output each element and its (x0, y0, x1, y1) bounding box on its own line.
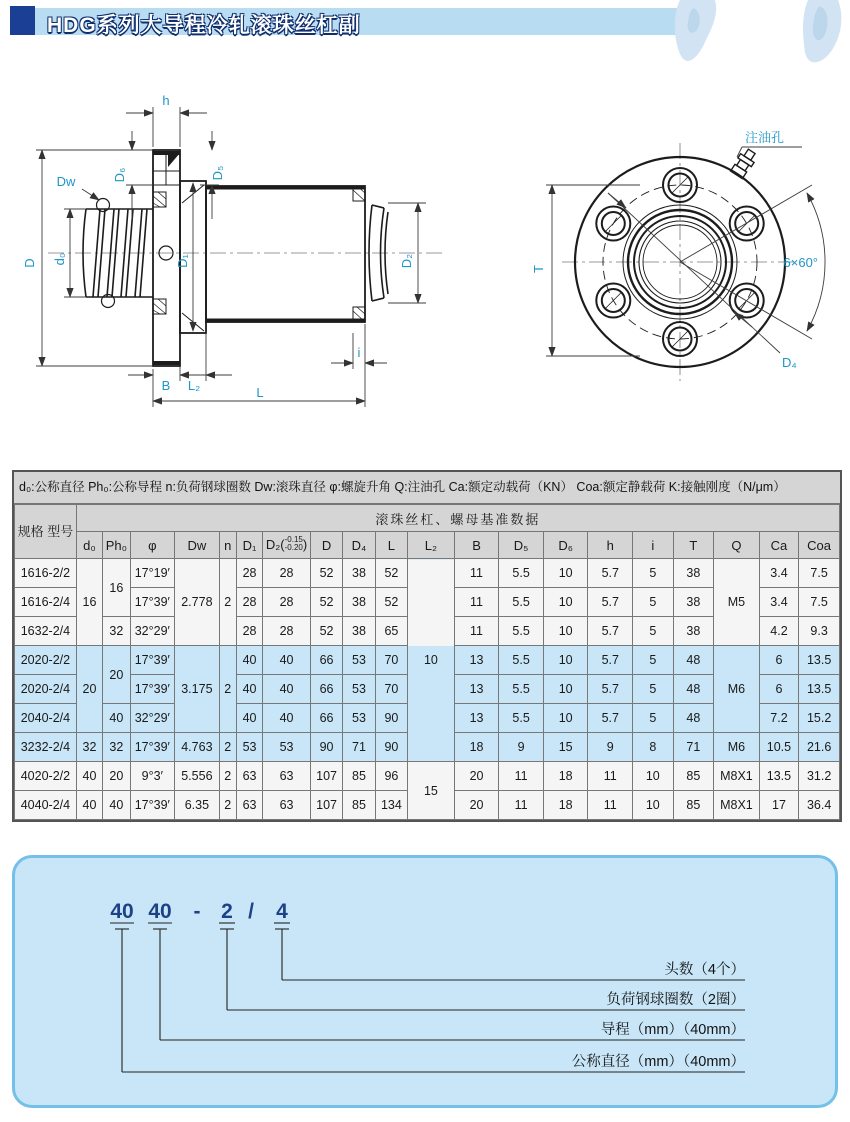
dim-label-Dw: Dw (56, 174, 76, 189)
table-cell: 11 (499, 791, 544, 820)
table-cell: 6.35 (175, 791, 220, 820)
table-cell: 3232-2/4 (15, 733, 77, 762)
code-label-heads: 头数（4个） (664, 962, 745, 978)
col-header-D2: D₂( -0.15 -0.20 ) (263, 532, 311, 559)
dim-label-B: B (161, 378, 171, 393)
grease-nipple (730, 147, 759, 179)
table-cell: 1616-2/2 (15, 559, 77, 588)
table-cell: 52 (310, 559, 342, 588)
table-cell: 3.4 (759, 559, 799, 588)
table-cell: 70 (375, 646, 407, 675)
table-cell: 17°39′ (130, 733, 175, 762)
table-row (15, 762, 840, 791)
table-cell: 70 (375, 675, 407, 704)
table-cell: 38 (673, 588, 714, 617)
angle-label: 6×60° (783, 255, 818, 270)
table-cell: 11 (454, 617, 499, 646)
table-cell: 13 (454, 646, 499, 675)
table-cell: 13 (454, 704, 499, 733)
table-cell: 52 (375, 588, 407, 617)
table-cell: 28 (263, 617, 311, 646)
table-cell: M8X1 (714, 762, 760, 791)
dim-label-h: h (162, 93, 170, 108)
table-cell: 5.7 (588, 675, 633, 704)
table-cell: 15 (408, 762, 455, 820)
table-cell: 8 (633, 733, 674, 762)
table-cell: 5.5 (499, 559, 544, 588)
col-header-D: D (310, 532, 342, 559)
table-cell: 17°39′ (130, 791, 175, 820)
dim-label-T: T (531, 265, 546, 273)
code-token-slash: / (248, 900, 254, 923)
table-cell: 38 (343, 559, 375, 588)
table-cell: 32 (76, 733, 102, 762)
table-cell: 5.7 (588, 617, 633, 646)
group-header: 滚珠丝杠、螺母基准数据 (76, 505, 839, 532)
table-cell: 18 (543, 762, 588, 791)
col-header-D1: D₁ (236, 532, 262, 559)
table-cell: 10.5 (759, 733, 799, 762)
table-cell: 2.778 (175, 559, 220, 646)
dim-label-L: L (256, 385, 264, 400)
col-header-D5: D₅ (499, 532, 544, 559)
table-cell: 66 (310, 646, 342, 675)
col-header-L: L (375, 532, 407, 559)
table-cell: 38 (343, 588, 375, 617)
table-cell: 63 (236, 791, 262, 820)
table-cell: 40 (236, 675, 262, 704)
dim-label-D4: D₄ (782, 355, 797, 370)
table-cell: 5.5 (499, 704, 544, 733)
table-cell: 7.2 (759, 704, 799, 733)
table-header-group-row (15, 505, 840, 532)
col-header-phi: φ (130, 532, 175, 559)
table-cell: 16 (103, 559, 130, 617)
table-cell: 52 (310, 617, 342, 646)
table-row (15, 559, 840, 588)
ordering-code-diagram (15, 858, 835, 1105)
table-cell: 5 (633, 559, 674, 588)
table-cell: 53 (343, 675, 375, 704)
table-cell: 65 (375, 617, 407, 646)
col-header-h: h (588, 532, 633, 559)
table-cell: 71 (343, 733, 375, 762)
dim-label-D5: D₅ (210, 165, 225, 181)
col-header-i: i (633, 532, 674, 559)
table-cell: 5 (633, 704, 674, 733)
table-cell: 16 (76, 559, 102, 646)
table-cell: 32°29′ (130, 617, 175, 646)
code-token-heads: 4 (276, 900, 288, 923)
table-cell: 40 (236, 646, 262, 675)
table-cell: 13.5 (759, 762, 799, 791)
table-cell: 9 (499, 733, 544, 762)
table-cell: 90 (375, 704, 407, 733)
code-label-turns: 负荷钢球圈数（2圈） (606, 992, 745, 1008)
table-cell: 10 (543, 646, 588, 675)
table-cell: 28 (236, 588, 262, 617)
table-cell: 17°39′ (130, 646, 175, 675)
corner-header: 规格 型号 (15, 505, 77, 559)
worldmap-decoration (620, 0, 850, 72)
table-cell: 5.7 (588, 559, 633, 588)
table-cell: 18 (543, 791, 588, 820)
code-label-lead: 导程（mm）（40mm） (600, 1022, 745, 1038)
table-cell: 9°3′ (130, 762, 175, 791)
table-cell: 63 (236, 762, 262, 791)
table-cell: 10 (633, 791, 674, 820)
code-token-lead: 40 (148, 900, 172, 923)
dim-label-d0: d₀ (52, 252, 67, 266)
table-cell: 5 (633, 646, 674, 675)
table-cell: 11 (588, 762, 633, 791)
table-cell: 2040-2/4 (15, 704, 77, 733)
table-cell: M6 (714, 646, 760, 733)
dim-label-D6: D₆ (112, 167, 127, 183)
code-label-diameter: 公称直径（mm）（40mm） (571, 1054, 745, 1070)
table-cell: 5.5 (499, 675, 544, 704)
table-cell: 28 (236, 617, 262, 646)
table-cell: 3.4 (759, 588, 799, 617)
table-cell: 10 (543, 704, 588, 733)
table-cell: 15.2 (799, 704, 840, 733)
col-header-B: B (454, 532, 499, 559)
table-cell: 9 (588, 733, 633, 762)
table-cell: 96 (375, 762, 407, 791)
table-cell: 4.2 (759, 617, 799, 646)
col-header-Q: Q (714, 532, 760, 559)
dim-label-D2: D₂ (399, 253, 414, 269)
table-cell: 17°39′ (130, 588, 175, 617)
table-cell: 6 (759, 646, 799, 675)
table-cell: 5.7 (588, 646, 633, 675)
table-cell: 10 (543, 588, 588, 617)
table-cell: 3.175 (175, 646, 220, 733)
table-cell: 6 (759, 675, 799, 704)
table-cell: 2 (219, 733, 236, 762)
table-cell: 5 (633, 588, 674, 617)
table-cell: 38 (673, 617, 714, 646)
table-cell: 66 (310, 675, 342, 704)
table-cell: 32°29′ (130, 704, 175, 733)
col-header-D4: D₄ (343, 532, 375, 559)
table-cell: 17 (759, 791, 799, 820)
dim-label-L2: L₂ (187, 378, 201, 393)
dimension-lines (36, 107, 426, 407)
col-header-Ca: Ca (759, 532, 799, 559)
table-cell: 4.763 (175, 733, 220, 762)
dim-label-D1: D₁ (175, 254, 190, 268)
front-view-drawing (490, 95, 850, 425)
table-cell: 13.5 (799, 646, 840, 675)
table-cell: 2 (219, 762, 236, 791)
table-cell: 10 (543, 675, 588, 704)
col-header-T: T (673, 532, 714, 559)
table-cell: 28 (263, 588, 311, 617)
table-cell: 40 (263, 704, 311, 733)
table-cell: 5.556 (175, 762, 220, 791)
table-cell: 4040-2/4 (15, 791, 77, 820)
col-header-Ph0: Ph₀ (103, 532, 130, 559)
table-cell: 20 (454, 791, 499, 820)
spec-table-block (12, 470, 842, 822)
table-cell: 9.3 (799, 617, 840, 646)
table-cell: 38 (673, 559, 714, 588)
table-cell: 40 (263, 646, 311, 675)
table-cell: 5.5 (499, 646, 544, 675)
table-cell: 32 (103, 617, 130, 646)
table-cell: 28 (236, 559, 262, 588)
table-cell: 5 (633, 675, 674, 704)
table-cell: M6 (714, 733, 760, 762)
table-cell: 1632-2/4 (15, 617, 77, 646)
table-cell: 17°19′ (130, 559, 175, 588)
header-accent-square (10, 6, 35, 35)
dim-label-D: D (22, 258, 37, 268)
table-cell: 52 (375, 559, 407, 588)
table-cell: 2 (219, 559, 236, 646)
table-cell: 2020-2/4 (15, 675, 77, 704)
col-header-L2: L₂ (408, 532, 455, 559)
table-cell: 66 (310, 704, 342, 733)
table-cell: 4020-2/2 (15, 762, 77, 791)
page-title: HDG系列大导程冷轧滚珠丝杠副 (47, 14, 361, 37)
table-cell: 107 (310, 791, 342, 820)
table-cell: 10 (408, 559, 455, 762)
table-cell: 5.7 (588, 704, 633, 733)
table-cell: 10 (543, 617, 588, 646)
table-cell: 40 (103, 704, 130, 733)
table-cell: 48 (673, 675, 714, 704)
table-cell: 20 (454, 762, 499, 791)
table-cell: 18 (454, 733, 499, 762)
table-cell: 63 (263, 762, 311, 791)
table-cell: 5.7 (588, 588, 633, 617)
spec-table (14, 504, 840, 820)
table-cell: 10 (543, 559, 588, 588)
table-cell: 15 (543, 733, 588, 762)
nut-body (206, 186, 365, 322)
table-cell: 20 (103, 646, 130, 704)
table-cell: 11 (454, 588, 499, 617)
table-cell: 11 (499, 762, 544, 791)
table-cell: 134 (375, 791, 407, 820)
col-header-Coa: Coa (799, 532, 840, 559)
table-cell: 20 (76, 646, 102, 733)
table-cell: 2 (219, 791, 236, 820)
table-cell: 17°39′ (130, 675, 175, 704)
table-cell: 2020-2/2 (15, 646, 77, 675)
table-cell: 7.5 (799, 559, 840, 588)
table-cell: 107 (310, 762, 342, 791)
table-cell: 28 (263, 559, 311, 588)
col-header-Dw: Dw (175, 532, 220, 559)
ordering-code-box (12, 855, 838, 1108)
table-cell: 53 (236, 733, 262, 762)
table-cell: 40 (103, 791, 130, 820)
table-cell: 5 (633, 617, 674, 646)
oil-port-label: 注油孔 (745, 130, 785, 145)
code-token-dash: - (193, 900, 201, 923)
col-header-D6: D₆ (543, 532, 588, 559)
table-cell: 40 (236, 704, 262, 733)
table-cell: 21.6 (799, 733, 840, 762)
table-cell: 63 (263, 791, 311, 820)
table-cell: 1616-2/4 (15, 588, 77, 617)
table-cell: 10 (633, 762, 674, 791)
table-cell: 71 (673, 733, 714, 762)
table-cell: 48 (673, 646, 714, 675)
table-cell: 90 (375, 733, 407, 762)
table-cell: 48 (673, 704, 714, 733)
table-cell: 85 (673, 762, 714, 791)
table-cell: 36.4 (799, 791, 840, 820)
table-cell: 40 (76, 791, 102, 820)
table-cell: M5 (714, 559, 760, 646)
dim-label-i: i (357, 345, 361, 360)
code-token-diameter: 40 (110, 900, 134, 923)
table-cell: 11 (588, 791, 633, 820)
col-header-n: n (219, 532, 236, 559)
table-cell: 13.5 (799, 675, 840, 704)
table-cell: 38 (343, 617, 375, 646)
col-header-d0: d₀ (76, 532, 102, 559)
table-header-row (15, 532, 840, 559)
spec-table-body (15, 559, 840, 820)
table-cell: 90 (310, 733, 342, 762)
table-cell: 53 (343, 646, 375, 675)
table-cell: 85 (343, 791, 375, 820)
table-cell: 7.5 (799, 588, 840, 617)
side-view-drawing (20, 85, 460, 430)
table-cell: 85 (673, 791, 714, 820)
table-cell: 85 (343, 762, 375, 791)
table-cell: 32 (103, 733, 130, 762)
table-cell: 2 (219, 646, 236, 733)
table-cell: 13 (454, 675, 499, 704)
table-cell: 52 (310, 588, 342, 617)
table-cell: 31.2 (799, 762, 840, 791)
header-title-bar (35, 8, 697, 35)
symbols-legend: d₀:公称直径 Ph₀:公称导程 n:负荷钢球圈数 Dw:滚珠直径 φ:螺旋升角 Q:注油孔 Ca:额定动载荷（KN） Coa:额定静载荷 K:接触刚度（N/μm） (14, 472, 840, 504)
table-cell: 5.5 (499, 617, 544, 646)
table-cell: 53 (263, 733, 311, 762)
table-cell: 40 (76, 762, 102, 791)
table-cell: 11 (454, 559, 499, 588)
table-cell: 5.5 (499, 588, 544, 617)
table-cell: 40 (263, 675, 311, 704)
table-cell: 53 (343, 704, 375, 733)
table-cell: 20 (103, 762, 130, 791)
code-token-turns: 2 (221, 900, 233, 923)
table-cell: M8X1 (714, 791, 760, 820)
